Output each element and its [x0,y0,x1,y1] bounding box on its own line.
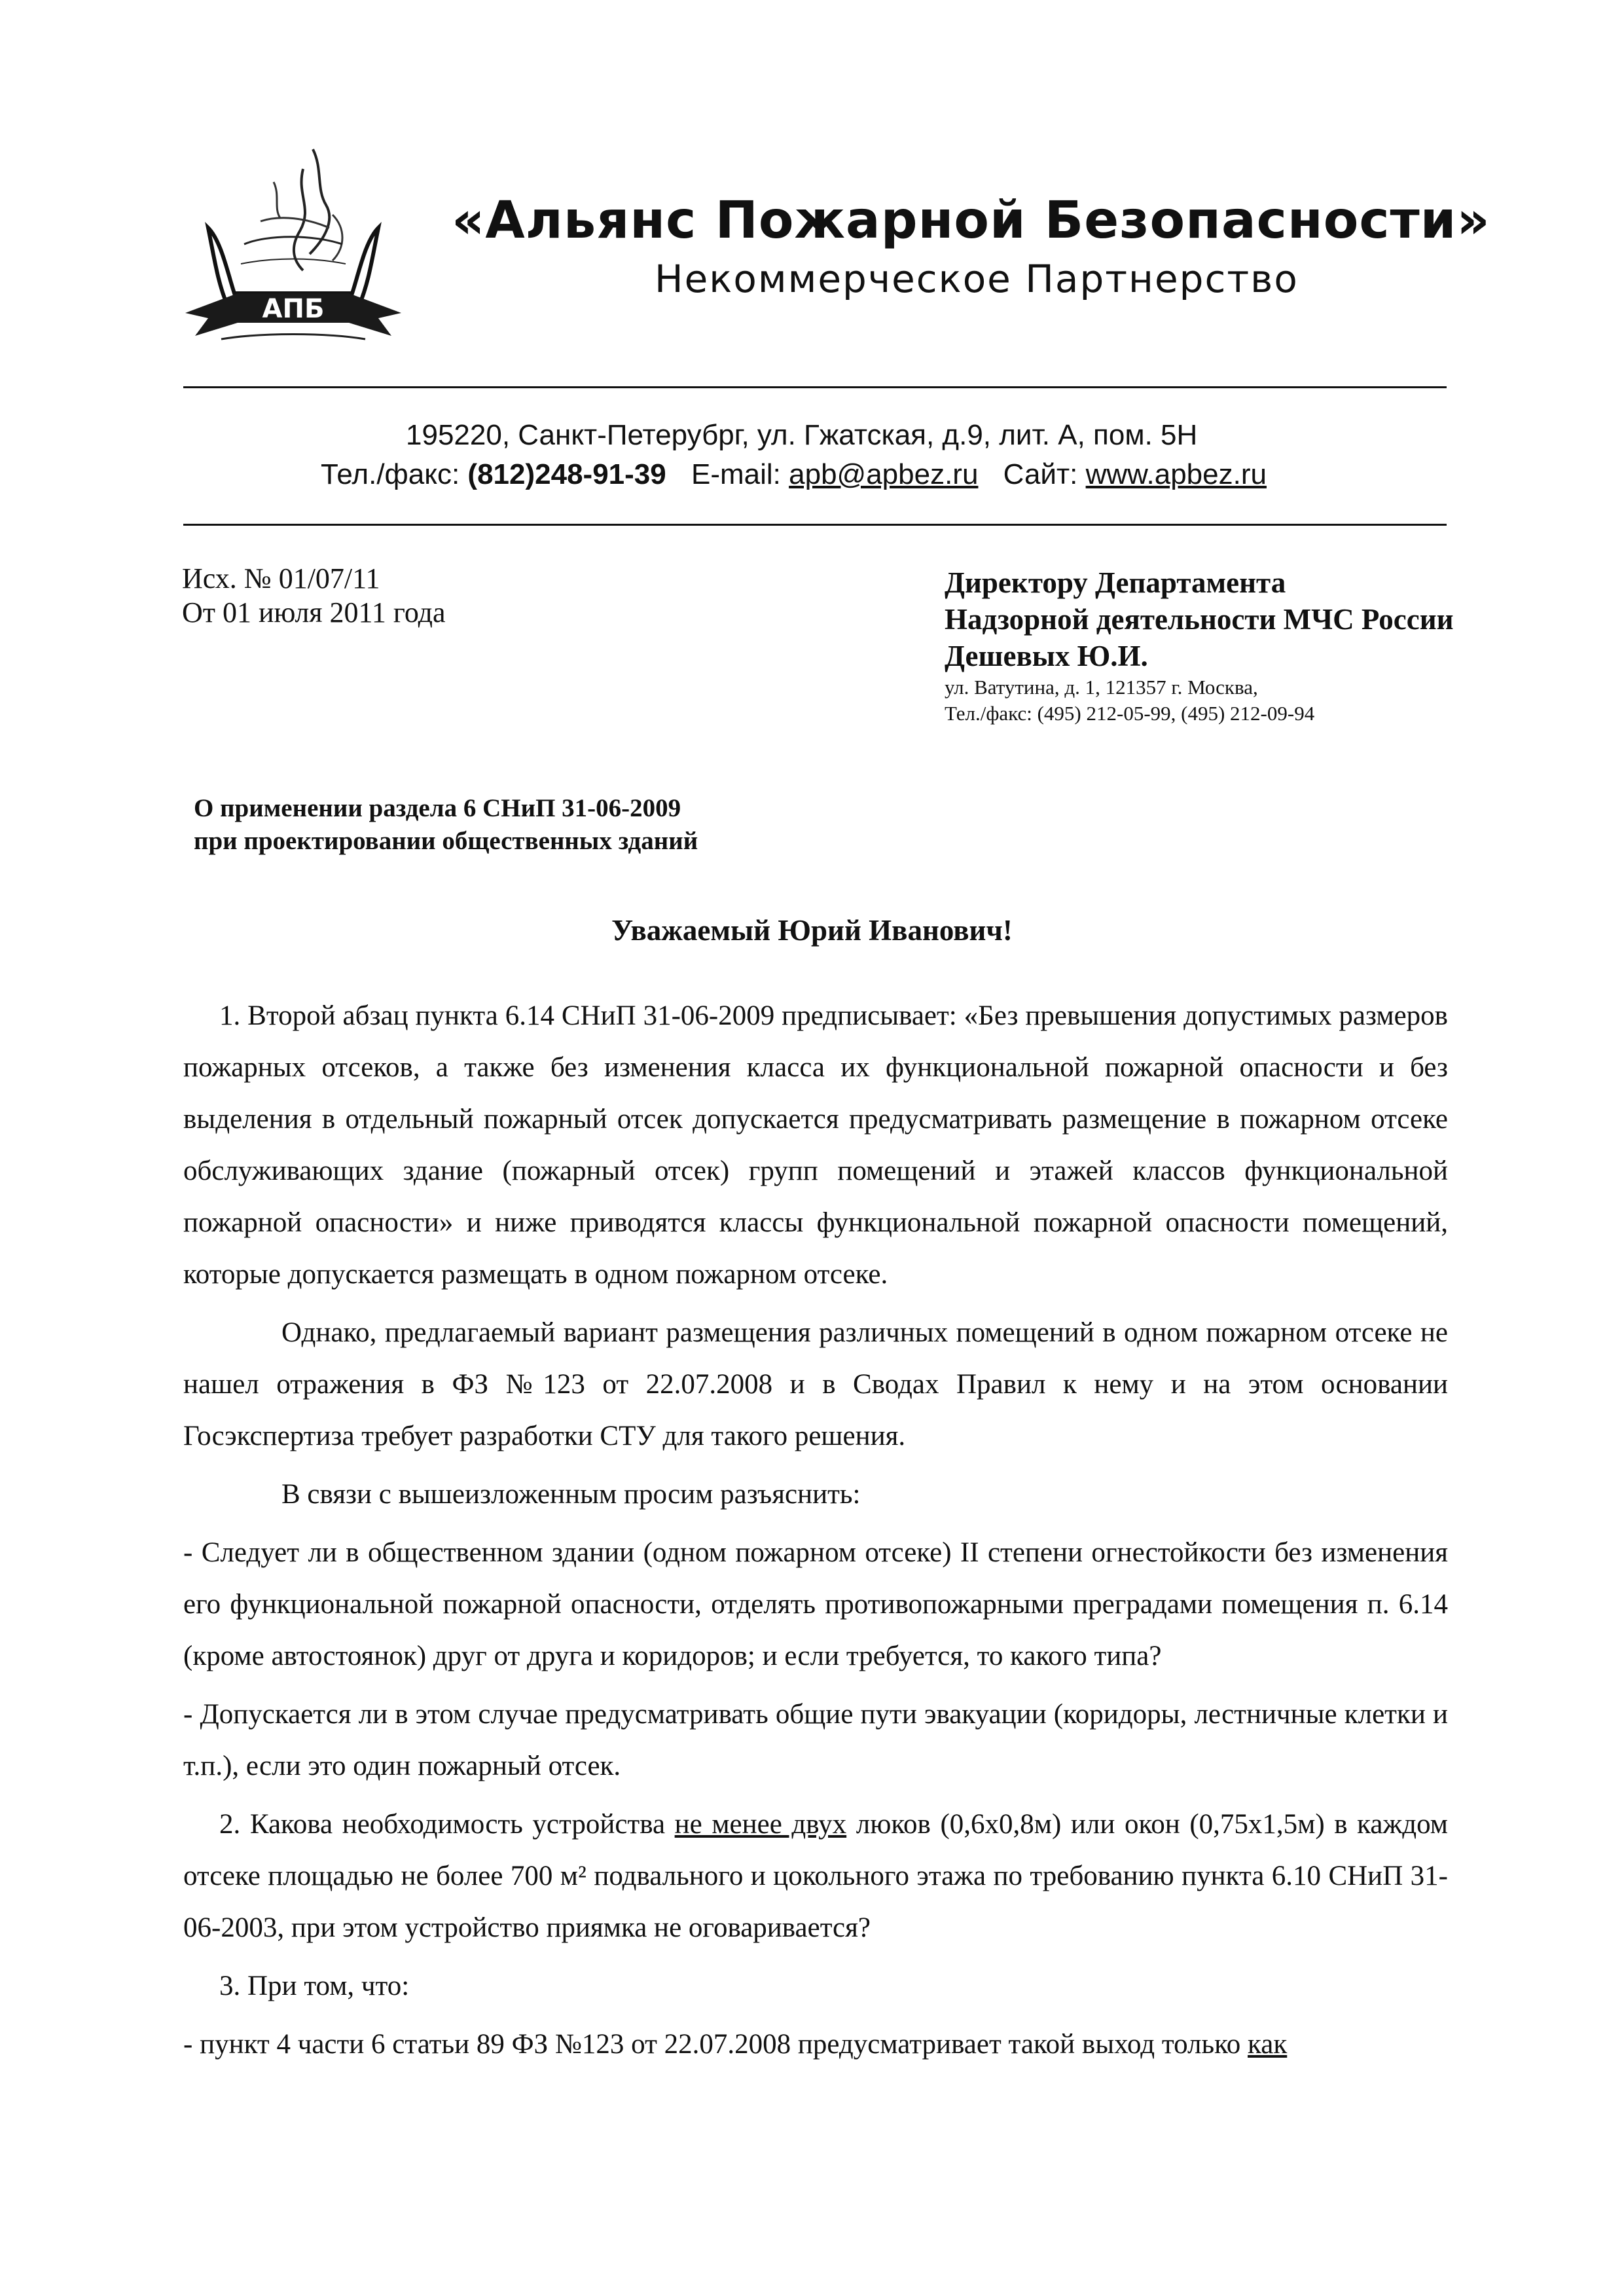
paragraph-5: - Допускается ли в этом случае предусматривать общие пути эвакуации (коридоры, лестничные клетки и т.п.), если это один пожарный отсек. [183,1699,1448,1781]
subject-line-1: О применении раздела 6 СНиП 31-06-2009 [194,794,681,822]
paragraph-6-end: люков (0,6х0,8м) или окон (0,75х1,5м) в каждом отсеке площадью не более 700 м² подвального и цокольного этажа по требованию пункта 6.10 СНиП 31-06-2003, при этом устройство приямка не оговаривается? [183,1809,1448,1943]
logo-text: АПБ [262,294,325,324]
outgoing-date: От 01 июля 2011 года [182,596,446,629]
site-link[interactable]: www.apbez.ru [1085,458,1267,490]
recipient-department: Надзорной деятельности МЧС России [945,603,1454,636]
greeting: Уважаемый Юрий Иванович! [611,914,1013,947]
recipient-phones: Тел./факс: (495) 212-05-99, (495) 212-09-94 [945,702,1315,725]
recipient-position: Директору Департамента [945,566,1286,599]
header-divider-bottom [183,524,1447,526]
recipient-address: ул. Ватутина, д. 1, 121357 г. Москва, [945,676,1258,699]
paragraph-3: В связи с вышеизложенным просим разъяснить: [281,1479,861,1510]
phone-label: Тел./факс: [321,458,460,490]
recipient-name: Дешевых Ю.И. [945,640,1148,672]
contact-line [321,458,1267,491]
email-label: E-mail: [691,458,781,490]
organization-subtitle: Некоммерческое Партнерство [655,257,1299,301]
organization-logo [182,143,405,352]
paragraph-4: - Следует ли в общественном здании (одном пожарном отсеке) II степени огнестойкости без изменения его функциональной пожарной опасности, отделять противопожарными преградами помещения п. 6.14 (кроме автостоянок) друг от друга и коридоров; и если требуется, то какого типа? [183,1537,1448,1671]
letter-body [183,990,1448,2070]
site-label: Сайт: [1003,458,1078,490]
paragraph-8-underlined: как [1248,2029,1288,2060]
paragraph-7: 3. При том, что: [219,1971,410,2001]
paragraph-8 [183,2018,1448,2070]
organization-title: «Альянс Пожарной Безопасности» [452,191,1490,250]
letter-subject [194,792,698,858]
paragraph-6-underlined: не менее двух [674,1809,847,1840]
paragraph-6-start: 2. Какова необходимость устройства [219,1809,675,1840]
paragraph-1: 1. Второй абзац пункта 6.14 СНиП 31-06-2009 предписывает: «Без превышения допустимых размеров пожарных отсеков, а также без изменения класса их функциональной пожарной опасности и без выделения в отдельный пожарный отсек допускается предусматривать размещение в пожарном отсеке обслуживающих здание (пожарный отсек) групп помещений и этажей классов функциональной пожарной опасности» и ниже приводятся классы функциональной пожарной опасности помещений, которые допускается размещать в одном пожарном отсеке. [183,1000,1448,1290]
subject-line-2: при проектировании общественных зданий [194,827,698,855]
header-divider-top [183,386,1447,388]
recipient-block [945,564,1454,727]
outgoing-number: Исх. № 01/07/11 [182,562,380,594]
organization-address: 195220, Санкт-Петерубрг, ул. Гжатская, д.9, лит. А, пом. 5Н [406,419,1198,451]
paragraph-6 [183,1798,1448,1954]
paragraph-8-start: - пункт 4 части 6 статьи 89 ФЗ №123 от 22.07.2008 предусматривает такой выход только [183,2029,1248,2060]
phone-number: (812)248-91-39 [467,458,666,490]
outgoing-reference [182,562,446,630]
paragraph-2: Однако, предлагаемый вариант размещения различных помещений в одном пожарном отсеке не нашел отражения в ФЗ №123 от 22.07.2008 и в Сводах Правил к нему и на этом основании Госэкспертиза требует разработки СТУ для такого решения. [183,1317,1448,1451]
email-link[interactable]: apb@apbez.ru [789,458,979,490]
